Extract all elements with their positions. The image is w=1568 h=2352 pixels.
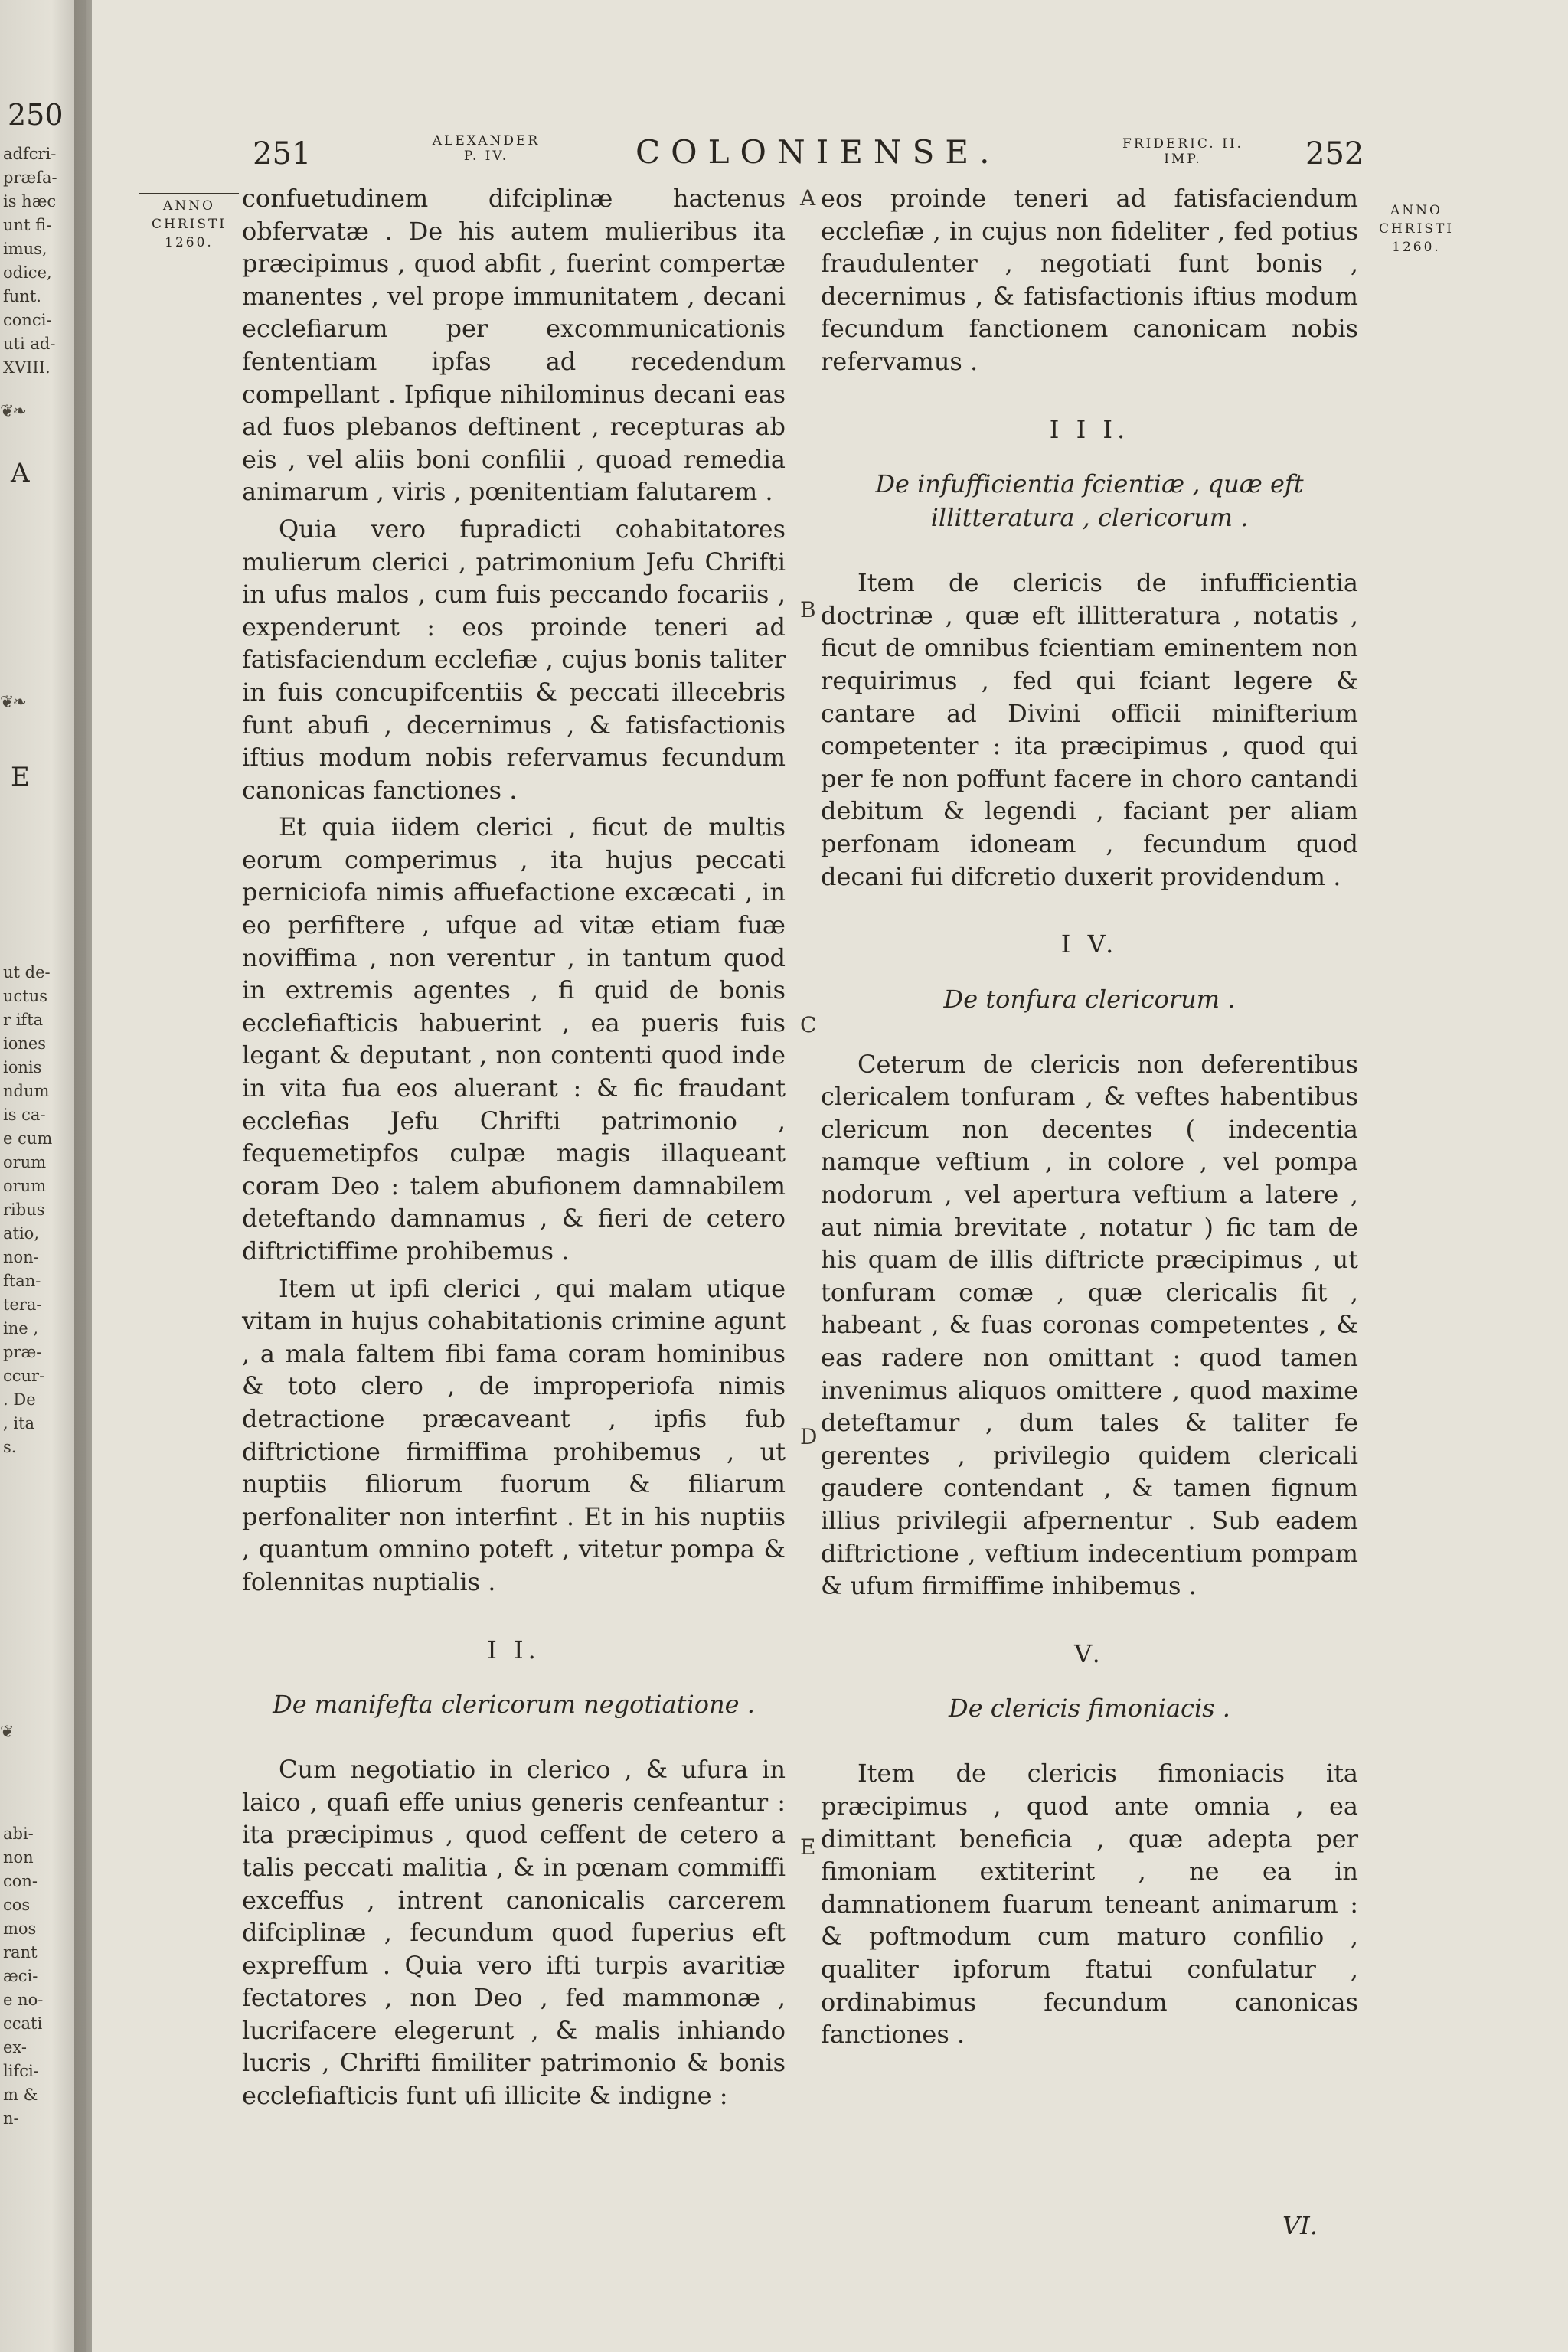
section-letter-a: A bbox=[800, 185, 816, 211]
catchword: VI. bbox=[1282, 2211, 1318, 2240]
paragraph: Et quia iidem clerici , ficut de multis eorum comperimus , ita hujus peccati perniciofa nimis affuefactione excæcati , in eo perfiftere , ufque ad vitæ etiam fuæ noviffima , non verentur , in tantum quod in extremis agentes , fi quid de bonis ecclefiafticis habuerint , ea pueris fuis legant & deputant , non contenti quod inde in vita fua eos aluerant : & fic fraudant ecclefias Jefu Chrifti patrimonio , fequemetipfos culpæ magis illaqueant coram Deo : talem abufionem damnabilem deteftando damnamus , & fieri de cetero diftrictiffime prohibemus . bbox=[242, 812, 786, 1266]
previous-page-fragments-bottom: abi- non con- cos mos rant æci- e no- ccati ex- lifci- m & n- bbox=[3, 1824, 44, 2128]
ornament-icon: ❦❧ bbox=[0, 402, 25, 421]
paragraph: confuetudinem difciplinæ hactenus obfervatæ . De his autem mulieribus ita præcipimus , quod abfit , fuerint compertæ manentes , vel prope immunitatem , decani ecclefiarum per excommunicationis fententiam ipfas ad recedendum compellant . Ipfique nihilominus decani eas ad fuos plebanos deftinent , recepturas ab eis , vel aliis boni confilii , quoad remedia animarum , viris , pœnitentiam falutarem . bbox=[242, 184, 786, 507]
section-letter-d: D bbox=[800, 1424, 818, 1449]
section-number: V. bbox=[1074, 1638, 1105, 1668]
section-letter-e: E bbox=[800, 1834, 816, 1860]
left-column bbox=[242, 182, 786, 2112]
running-title: COLONIENSE. bbox=[635, 133, 1001, 171]
right-column bbox=[821, 182, 1358, 2051]
paragraph: Item de clericis de infufficientia doctrinæ , quæ eft illitteratura , notatis , ficut de omnibus fcientiam eminentem non requirimus , fed qui fciant legere & cantare ad Divini officii minifterium competenter : ita præcipimus , quod qui per fe non poffunt facere in choro cantandi debitum & legendi , faciant per aliam perfonam idoneam , fecundum quod decani fui difcretio duxerit providendum . bbox=[821, 568, 1358, 891]
emperor-heading: FRIDERIC. II. IMP. bbox=[1122, 136, 1243, 167]
section-title: De infufficientia fcientiæ , quæ eft illitteratura , clericorum . bbox=[875, 469, 1304, 533]
book-page bbox=[92, 0, 1568, 2352]
right-page-number: 252 bbox=[1305, 136, 1364, 172]
paragraph: Quia vero fupradicti cohabitatores mulierum clerici , patrimonium Jefu Chrifti in ufus malos , cum fuis peccando focariis , expenderunt : eos proinde teneri ad fatisfaciendum ecclefiæ , cujus bonis taliter in fuis concupifcentiis & peccati illecebris funt abufi , decernimus , & fatisfactionis iftius modum nobis refervamus fecundum canonicas fanctiones . bbox=[242, 514, 786, 805]
previous-page-fragments-top: adfcri- præfa- is hæc unt fi- imus, odice, funt. conci- uti ad- XVIII. bbox=[3, 145, 57, 377]
previous-page-letter-e: E bbox=[11, 762, 30, 792]
paragraph: Cum negotiatio in clerico , & ufura in laico , quafi effe unius generis cenfeantur : ita præcipimus , quod ceffent de cetero a talis peccati malitia , & in pœnam commiffi exceffus , intrent canonicalis carcerem difciplinæ , fecundum quod fuperius eft expreffum . Quia vero ifti turpis avaritiæ fectatores , non Deo , fed mammonæ , lucrifacere elegerunt , & malis inhiando lucris , Chrifti fimiliter patrimonio & bonis ecclefiafticis funt ufi illicite & indigne : bbox=[242, 1755, 786, 2111]
left-page-number: 251 bbox=[253, 136, 312, 172]
year-margin-note-right: ANNO CHRISTI 1260. bbox=[1367, 198, 1466, 256]
section-letter-b: B bbox=[800, 597, 816, 622]
ornament-icon: ❦ bbox=[0, 1723, 13, 1742]
paragraph: Item ut ipfi clerici , qui malam utique vitam in hujus cohabitationis crimine agunt , a mala faltem fibi fama coram hominibus & toto clero , de improperiofa nimis detractione præcaveant , ipfis fub diftrictione firmiffima prohibemus , ut nuptiis filiorum fuorum & filiarum perfonaliter non interfint . Et in his nuptiis , quantum omnino poteft , vitetur pompa & folennitas nuptialis . bbox=[242, 1273, 786, 1596]
section-title: De clericis fimoniacis . bbox=[949, 1694, 1230, 1723]
paragraph: Ceterum de clericis non deferentibus clericalem tonfuram , & veftes habentibus clericum non decentes ( indecentia namque veftium , in colore , vel pompa nodorum , vel apertura veftium a latere , aut nimia brevitate , notatur ) fic tam de his quam de illis diftricte præcipimus , ut tonfuram comæ , quæ clericalis fit , habeant , & fuas coronas competentes , & eas radere non omittant : quod tamen invenimus aliquos omittere , quod maxime deteftamur , dum tales & taliter fe gerentes , privilegio quidem clericali gaudere contendant , & tamen fignum illius privilegii afpernentur . Sub eadem diftrictione , veftium indecentium pompam & ufum firmiffime inhibemus . bbox=[821, 1049, 1358, 1601]
year-margin-note-left: ANNO CHRISTI 1260. bbox=[139, 193, 239, 252]
section-letter-c: C bbox=[800, 1012, 817, 1037]
previous-page-letter-a: A bbox=[11, 458, 30, 488]
section-title: De manifefta clericorum negotiatione . bbox=[273, 1690, 755, 1720]
ornament-icon: ❦❧ bbox=[0, 693, 25, 712]
running-header bbox=[92, 129, 1568, 190]
section-number: I I. bbox=[487, 1635, 541, 1664]
previous-page-number: 250 bbox=[8, 98, 64, 132]
paragraph: Item de clericis fimoniacis ita præcipimus , quod ante omnia , ea dimittant beneficia , quæ adepta per fimoniam extiterint , ne ea in damnationem fuarum teneant animarum : & poftmodum cum maturo confilio , qualiter ipforum ftatui confulatur , ordinabimus fecundum canonicas fanctiones . bbox=[821, 1759, 1358, 2050]
previous-page-fragments-middle: ut de- uctus r ifta iones ionis ndum is ca- e cum orum orum ribus atio, non- ftan- tera- ine , præ- ccur- . De , ita s. bbox=[3, 963, 53, 1456]
paragraph: eos proinde teneri ad fatisfaciendum ecclefiæ , in cujus non fideliter , fed potius fraudulenter , negotiati funt bonis , decernimus , & fatisfactionis iftius modum fecundum fanctionem canonicam nobis refervamus . bbox=[821, 184, 1358, 376]
section-number: I I I. bbox=[1049, 414, 1130, 444]
section-title: De tonfura clericorum . bbox=[943, 984, 1236, 1014]
pope-heading: ALEXANDER P. IV. bbox=[432, 133, 541, 164]
section-number: I V. bbox=[1060, 929, 1119, 959]
